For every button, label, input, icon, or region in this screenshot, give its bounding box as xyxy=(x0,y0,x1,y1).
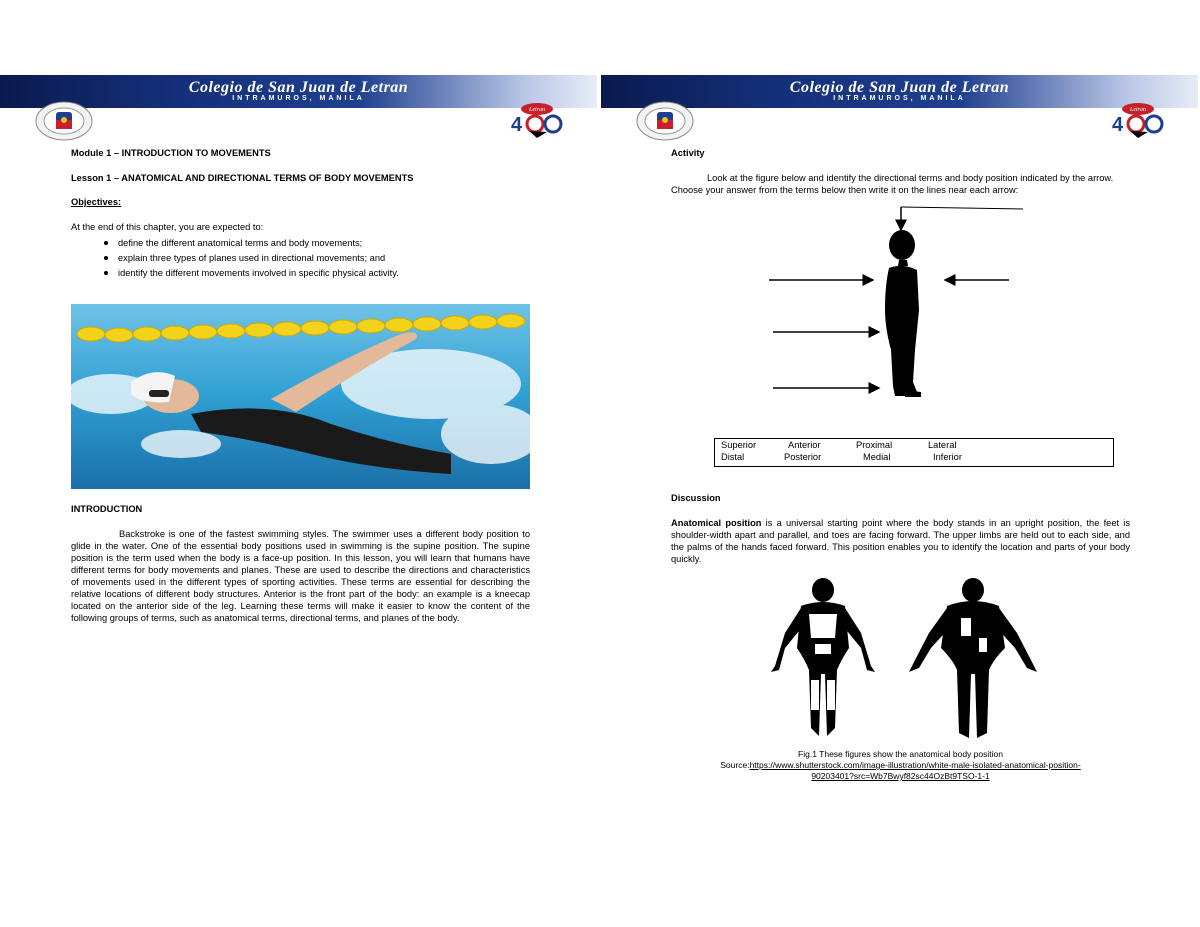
objectives-heading: Objectives: xyxy=(71,197,122,207)
figure-source-line xyxy=(671,760,1130,771)
activity-instructions: Look at the figure below and identify the directional terms and body position indicated by the arrow. Choose your answer from the terms below then write it on the lines near each arrow: xyxy=(671,173,1114,195)
school-seal-icon xyxy=(34,101,94,141)
anatomical-position-figure xyxy=(761,578,1051,743)
school-location: INTRAMUROS, MANILA xyxy=(232,95,365,102)
activity-heading: Activity xyxy=(671,148,705,158)
anatomical-position-paragraph xyxy=(671,517,1130,565)
school-seal-icon xyxy=(635,101,695,141)
figure-caption: Fig.1 These figures show the anatomical body position xyxy=(798,749,1003,759)
letran-400-logo-icon xyxy=(1104,99,1168,139)
left-page xyxy=(0,75,597,895)
svg-text:4: 4 xyxy=(1112,114,1124,136)
word-bank-term: Distal xyxy=(721,452,745,462)
svg-text:Letran: Letran xyxy=(1129,107,1147,113)
word-bank-term: Medial xyxy=(863,452,891,462)
source-link-continued[interactable]: 90203401?src=Wb7Bwyf82sc44OzBt9TSO-1-1 xyxy=(811,771,990,781)
discussion-heading: Discussion xyxy=(671,493,721,503)
module-title: Module 1 – INTRODUCTION TO MOVEMENTS xyxy=(71,148,271,158)
introduction-heading: INTRODUCTION xyxy=(71,504,143,514)
anatomical-position-term: Anatomical position xyxy=(671,518,762,528)
objective-item: identify the different movements involved in specific physical activity. xyxy=(104,266,399,281)
school-name: Colegio de San Juan de Letran xyxy=(188,79,409,96)
introduction-paragraph: Backstroke is one of the fastest swimming styles. The swimmer uses a different body position to glide in the water. One of the essential body positions used in swimming is the supine position. The supine position is the term used when the body is a face-up position. In this lesson, you will learn that humans have different terms for body movements and planes. These are used to describe the directions and characteristics of movements used in the different types of sporting activities. These terms are essential for describing the relative locations of different body structures. Anterior is the front part of the body: an example is a kneecap located on the anterior side of the leg. Learning these terms will make it easier to know the content of the following groups of terms, such as anatomical terms, directional terms, and planes of the body. xyxy=(71,529,530,623)
objectives-intro: At the end of this chapter, you are expected to: xyxy=(71,222,264,232)
school-name: Colegio de San Juan de Letran xyxy=(789,79,1010,96)
word-bank-box xyxy=(714,438,1114,467)
school-location: INTRAMUROS, MANILA xyxy=(833,95,966,102)
source-link[interactable]: https://www.shutterstock.com/image-illustration/white-male-isolated-anatomical-position- xyxy=(749,760,1081,770)
figure-caption-block xyxy=(671,749,1130,782)
objectives-list xyxy=(104,236,399,281)
svg-text:4: 4 xyxy=(511,114,523,136)
word-bank-term: Superior xyxy=(721,440,757,450)
anatomical-position-text: is a universal starting point where the body stands in an upright position, the feet is shoulder-width apart and parallel, and toes are facing forward. The upper limbs are held out to each side, and the palms of the hands faced forward. This position enables you to identify the location and parts of your body quickly. xyxy=(671,518,1131,564)
svg-text:Letran: Letran xyxy=(528,107,546,113)
word-bank-term: Lateral xyxy=(928,440,957,450)
backstroke-swimmer-image xyxy=(71,304,530,489)
word-bank-term: Inferior xyxy=(933,452,962,462)
word-bank-term: Proximal xyxy=(856,440,893,450)
body-silhouette-arrows-figure xyxy=(761,200,1031,400)
word-bank-term: Anterior xyxy=(788,440,821,450)
right-page xyxy=(601,75,1198,895)
word-bank-term: Posterior xyxy=(784,452,822,462)
lesson-title: Lesson 1 – ANATOMICAL AND DIRECTIONAL TERMS OF BODY MOVEMENTS xyxy=(71,173,414,183)
letran-400-logo-icon xyxy=(503,99,567,139)
objective-item: explain three types of planes used in directional movements; and xyxy=(104,251,399,266)
source-label: Source: xyxy=(720,760,750,770)
objective-item: define the different anatomical terms and body movements; xyxy=(104,236,399,251)
